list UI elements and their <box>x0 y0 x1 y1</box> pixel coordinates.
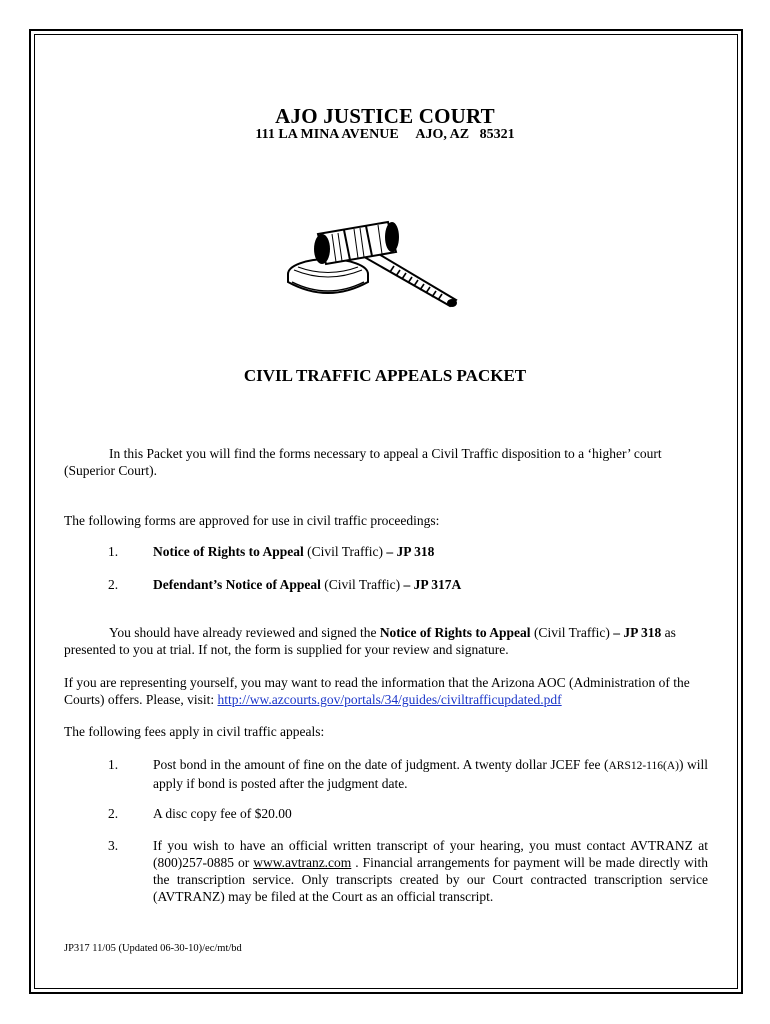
court-address: 111 LA MINA AVENUE AJO, AZ 85321 <box>255 127 515 142</box>
list-number: 2. <box>108 577 119 592</box>
form-list-item <box>64 576 708 593</box>
packet-title: CIVIL TRAFFIC APPEALS PACKET <box>243 366 527 385</box>
reviewed-text: You should have already reviewed and signed the <box>109 625 380 640</box>
list-number: 1. <box>108 757 119 772</box>
fee-text-end: ) will apply if bond is posted after the judgment date. <box>153 757 708 791</box>
avtranz-link[interactable]: www.avtranz.com <box>253 855 352 870</box>
statute-reference: ARS12-116(A) <box>608 760 679 772</box>
list-number: 3. <box>108 838 119 853</box>
list-number: 2. <box>108 806 119 821</box>
fee-text-end: . Financial arrangements for payment will be made directly with the transcription service. Only transcripts created by our Court contracted transcription service (AVTRANZ) may be filed at the Court as an official transcript. <box>153 855 708 904</box>
form-list-item <box>64 543 708 560</box>
form-name: Defendant’s Notice of Appeal <box>153 577 321 592</box>
form-code: – JP 318 <box>386 544 435 559</box>
aoc-guide-link[interactable]: http://ww.azcourts.gov/portals/34/guides/civiltrafficupdated.pdf <box>217 692 562 707</box>
fee-list-item <box>64 756 708 792</box>
form-type: (Civil Traffic) <box>320 577 404 592</box>
fee-list-item <box>64 837 708 905</box>
fee-text: A disc copy fee of $20.00 <box>153 806 292 821</box>
intro-paragraph: In this Packet you will find the forms necessary to appeal a Civil Traffic disposition to a ‘higher’ court (Superior Court). <box>64 446 662 478</box>
form-name: Notice of Rights to Appeal <box>153 544 304 559</box>
representing-text: If you are representing yourself, you may want to read the information that the Arizona AOC (Administration of the Courts) offers. Please, visit: <box>64 675 690 707</box>
representing-paragraph <box>64 674 708 708</box>
gavel-icon <box>284 212 464 312</box>
fee-text: Post bond in the amount of fine on the date of judgment. A twenty dollar JCEF fee ( <box>153 757 609 772</box>
forms-intro: The following forms are approved for use in civil traffic proceedings: <box>64 513 440 528</box>
fees-intro: The following fees apply in civil traffic appeals: <box>64 724 325 739</box>
fee-list-item <box>64 805 708 822</box>
form-footer-code: JP317 11/05 (Updated 06-30-10)/ec/mt/bd <box>64 943 242 954</box>
reviewed-form-code: – JP 318 <box>613 625 662 640</box>
list-number: 1. <box>108 544 119 559</box>
form-type: (Civil Traffic) <box>303 544 387 559</box>
fee-text: If you wish to have an official written transcript of your hearing, you must contact AVTRANZ at (800)257-0885 or <box>153 838 708 870</box>
reviewed-paragraph <box>64 624 708 658</box>
form-code: – JP 317A <box>403 577 462 592</box>
reviewed-text-end: as presented to you at trial. If not, the form is supplied for your review and signature. <box>64 625 676 657</box>
reviewed-form-type: (Civil Traffic) <box>530 625 614 640</box>
court-title: AJO JUSTICE COURT <box>275 104 495 128</box>
reviewed-form-name: Notice of Rights to Appeal <box>379 625 531 640</box>
